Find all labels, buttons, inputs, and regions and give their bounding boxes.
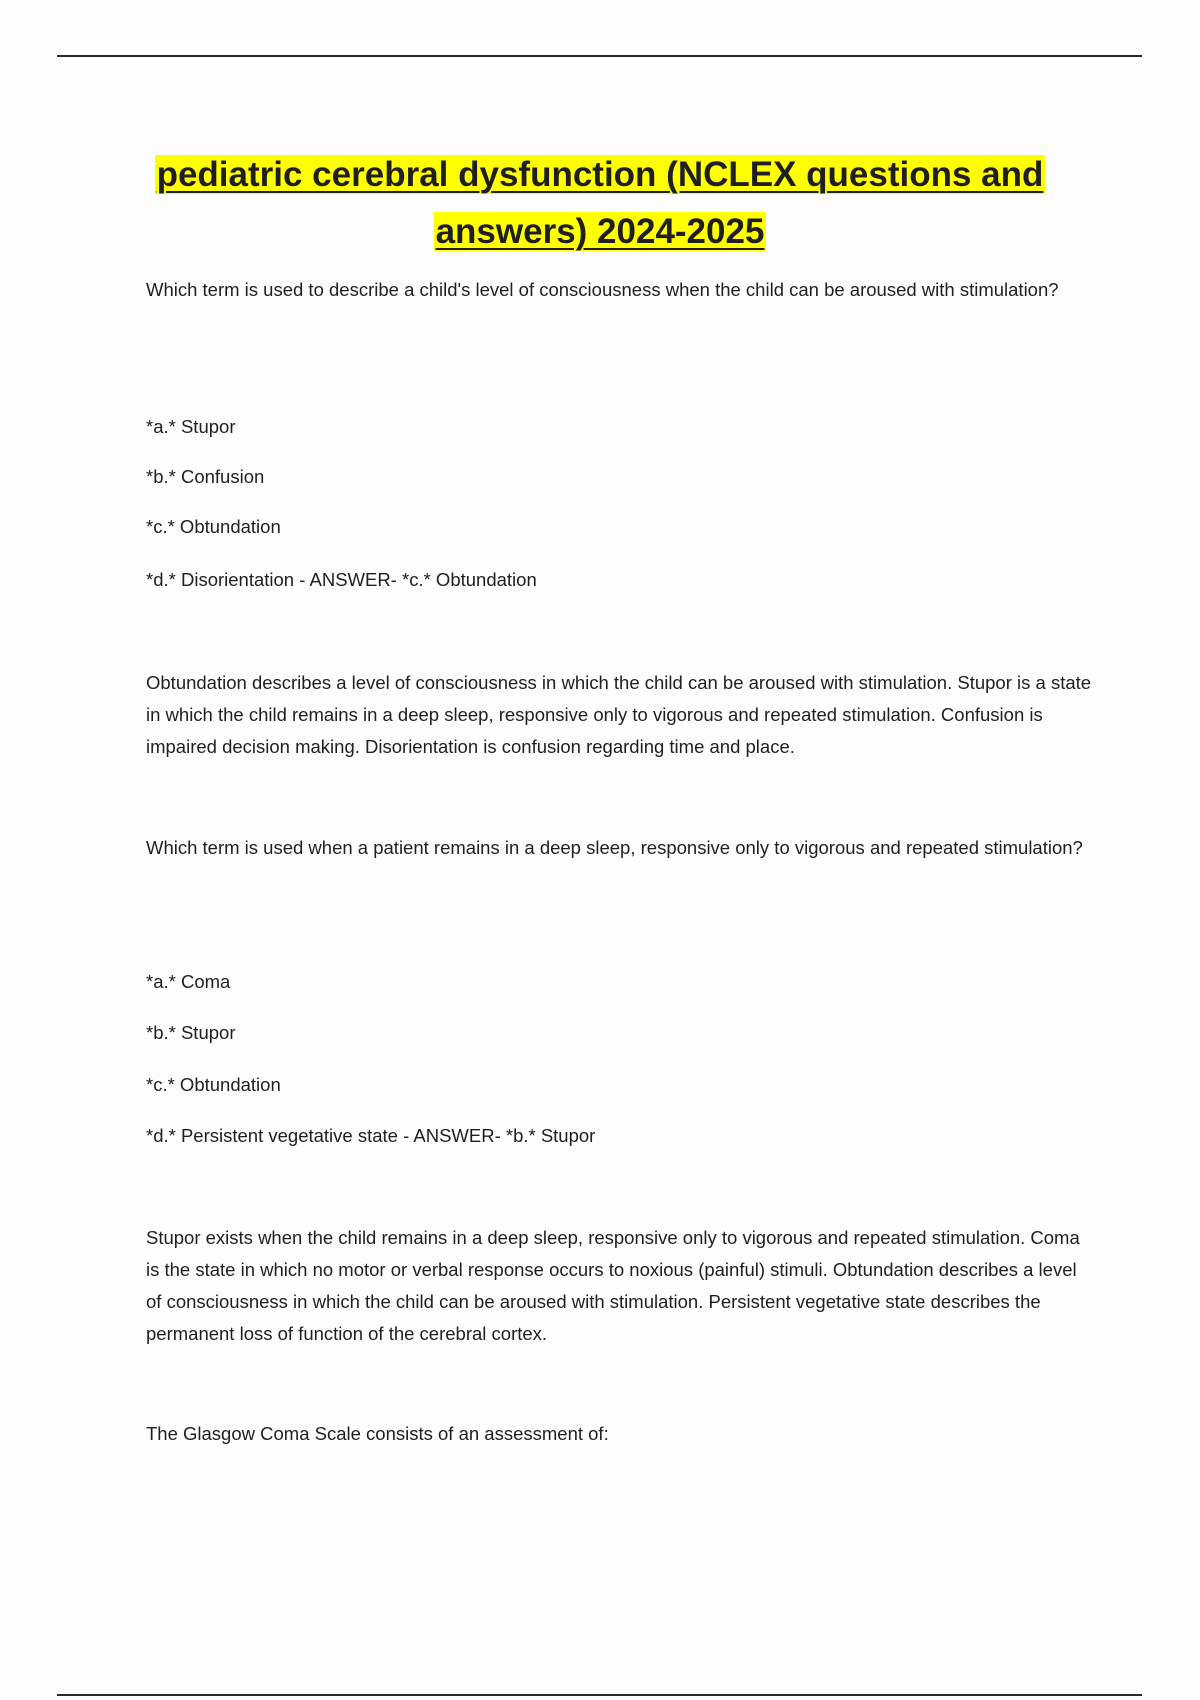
question-2-rationale: Stupor exists when the child remains in a deep sleep, responsive only to vigorous and repeated stimulation. Coma is the state in which no motor or verbal response occurs to noxious (painful) stimuli. Obtundation describes a level of consciousness in which the child can be aroused with stimulation. Persistent vegetative state describes the permanent loss of function of the cerebral cortex. [146,1227,1080,1344]
question-1-text: Which term is used to describe a child's level of consciousness when the child can be aroused with stimulation? [146,279,1059,300]
question-1-option-c: *c.* Obtundation [146,516,281,537]
title-line-1: pediatric cerebral dysfunction (NCLEX questions and [156,155,1044,194]
page-title [100,146,1100,260]
question-3-text: The Glasgow Coma Scale consists of an assessment of: [146,1423,609,1444]
title-line-2: answers) 2024-2025 [435,212,765,251]
question-2-option-d-answer: *d.* Persistent vegetative state - ANSWER- *b.* Stupor [146,1125,596,1146]
question-1-rationale: Obtundation describes a level of consciousness in which the child can be aroused with stimulation. Stupor is a state in which the child remains in a deep sleep, responsive only to vigorous and repeated stimulation. Confusion is impaired decision making. Disorientation is confusion regarding time and place. [146,672,1092,757]
question-2-option-b: *b.* Stupor [146,1022,236,1043]
question-2-text: Which term is used when a patient remains in a deep sleep, responsive only to vigorous and repeated stimulation? [146,837,1083,858]
top-rule [57,55,1142,57]
question-1-option-a: *a.* Stupor [146,416,236,437]
question-2-option-a: *a.* Coma [146,971,231,992]
question-1-option-d-answer: *d.* Disorientation - ANSWER- *c.* Obtundation [146,569,537,590]
question-1-option-b: *b.* Confusion [146,466,265,487]
bottom-rule [57,1694,1142,1696]
question-2-option-c: *c.* Obtundation [146,1074,281,1095]
